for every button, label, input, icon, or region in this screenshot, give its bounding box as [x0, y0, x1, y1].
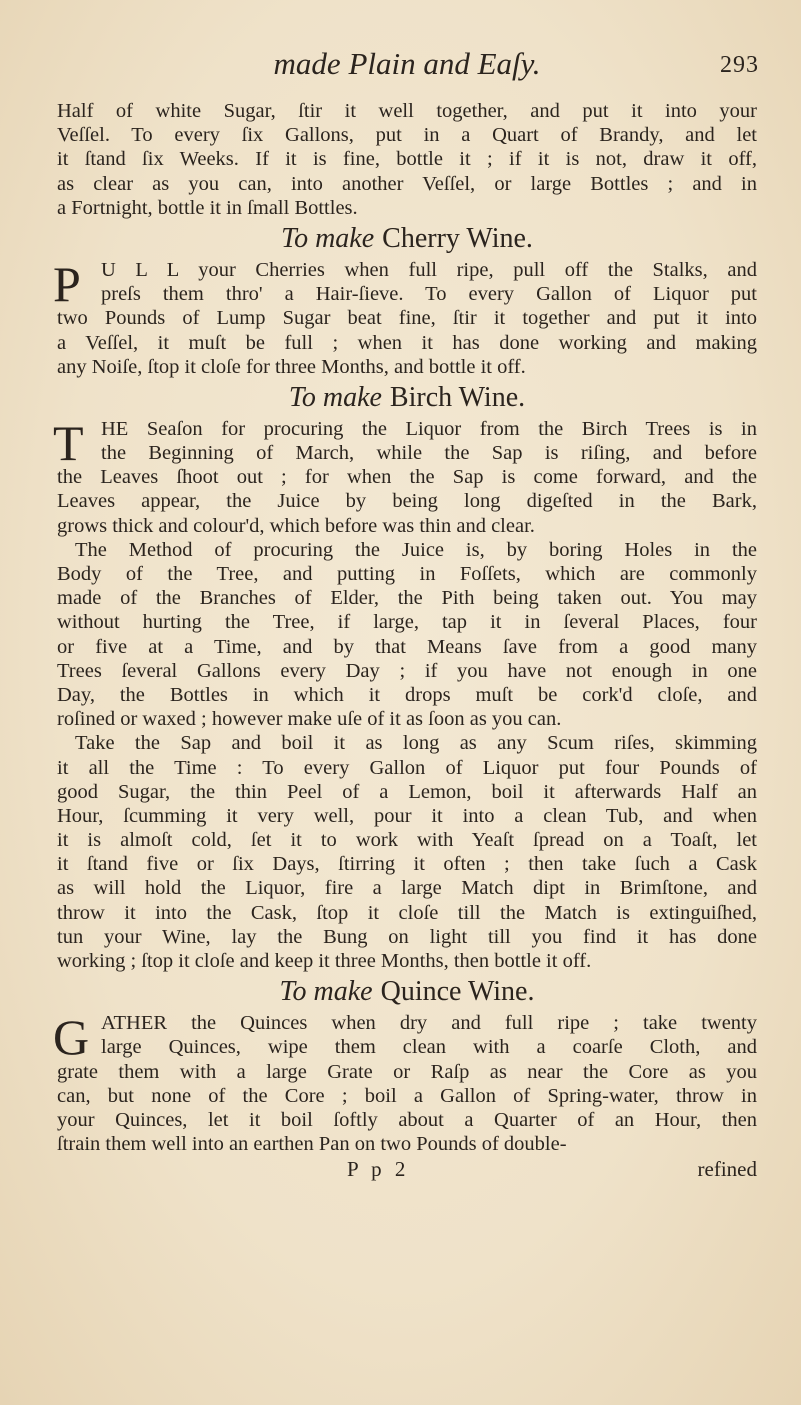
drop-cap: T [53, 414, 84, 471]
text-line: it is almoſt cold, ſet it to work with Yeaſt ſpread on a Toaſt, let [57, 829, 757, 852]
drop-cap: P [53, 255, 81, 312]
text-line: roſined or waxed ; however make uſe of it as ſoon as you can. [57, 708, 562, 731]
text-line: as clear as you can, into another Veſſel, or large Bottles ; and in [57, 172, 757, 195]
text-line: a Fortnight, bottle it in ſmall Bottles. [57, 196, 358, 219]
text-line: Veſſel. To every ſix Gallons, put in a Quart of Brandy, and let [57, 124, 757, 147]
text-line: any Noiſe, ſtop it cloſe for three Months, and bottle it off. [57, 355, 526, 378]
page-footer [57, 1156, 757, 1182]
text-line: Day, the Bottles in which it drops muſt be cork'd cloſe, and [57, 683, 757, 706]
text-line: it ſtand five or ſix Days, ſtirring it often ; then take ſuch a Cask [57, 853, 757, 876]
text-line: without hurting the Tree, if large, tap it in ſeveral Places, four [57, 611, 757, 634]
text-line: it ſtand ſix Weeks. If it is fine, bottle it ; if it is not, draw it off, [57, 148, 757, 171]
text-line: a Veſſel, it muſt be full ; when it has done working and making [57, 331, 757, 354]
text-line: large Quinces, wipe them clean with a coarſe Cloth, and [101, 1036, 757, 1059]
text-line-content: HE Seaſon for procuring the Liquor from the Birch Trees is in [101, 417, 757, 440]
running-header [57, 46, 757, 86]
text-line: grows thick and colour'd, which before was thin and clear. [57, 514, 535, 537]
recipe-heading [57, 220, 757, 258]
page-number: 293 [720, 52, 759, 78]
text-line: the Beginning of March, while the Sap is riſing, and before [101, 442, 757, 465]
heading-italic: To make [281, 222, 375, 254]
text-line: working ; ſtop it cloſe and keep it three Months, then bottle it off. [57, 950, 592, 972]
text-line: the Leaves ſhoot out ; for when the Sap is come forward, and the [57, 466, 757, 489]
text-line: ſtrain them well into an earthen Pan on two Pounds of double- [57, 1133, 567, 1156]
text-line: it all the Time : To every Gallon of Liquor put four Pounds of [57, 756, 757, 779]
text-line: good Sugar, the thin Peel of a Lemon, boil it afterwards Half an [57, 780, 757, 803]
recipe-heading [57, 379, 757, 417]
running-title: made Plain and Eaſy. [273, 46, 541, 81]
page-body [53, 99, 757, 1182]
text-line: Leaves appear, the Juice by being long digeſted in the Bark, [57, 490, 757, 513]
text-line-content: U L L your Cherries when full ripe, pull off the Stalks, and [101, 258, 757, 281]
text-line: tun your Wine, lay the Bung on light till you find it has done [57, 925, 757, 948]
text-line: Body of the Tree, and putting in Foſſets, which are commonly [57, 563, 757, 585]
text-line: Hour, ſcumming it very well, pour it into a clean Tub, and when [57, 804, 757, 827]
drop-cap: G [53, 1009, 90, 1066]
heading-roman: Birch Wine. [389, 381, 526, 413]
text-line: grate them with a large Grate or Raſp as near the Core as you [57, 1060, 757, 1083]
heading-italic: To make [279, 976, 373, 1008]
recipe-heading [57, 973, 757, 1011]
text-line: preſs them thro' a Hair-ſieve. To every Gallon of Liquor put [101, 283, 757, 306]
text-line: Half of white Sugar, ſtir it well together, and put it into your [57, 100, 757, 122]
signature-mark: P p 2 [347, 1157, 410, 1182]
heading-roman: Cherry Wine. [382, 222, 533, 254]
text-line: your Quinces, let it boil ſoftly about a Quarter of an Hour, then [57, 1108, 757, 1131]
catchword: refined [697, 1157, 757, 1182]
text-line: or five at a Time, and by that Means ſave from a good many [57, 635, 757, 658]
text-line: Take the Sap and boil it as long as any Scum riſes, skimming [75, 732, 757, 755]
text-line: Trees ſeveral Gallons every Day ; if you have not enough in one [57, 659, 757, 682]
text-line: made of the Branches of Elder, the Pith being taken out. You may [57, 587, 757, 610]
heading-italic: To make [288, 381, 382, 413]
text-line: can, but none of the Core ; boil a Gallon of Spring-water, throw in [57, 1084, 757, 1107]
text-line-content: ATHER the Quinces when dry and full ripe ; take twenty [101, 1012, 757, 1035]
text-line: two Pounds of Lump Sugar beat fine, ſtir it together and put it into [57, 307, 757, 330]
text-line: as will hold the Liquor, fire a large Match dipt in Brimſtone, and [57, 877, 757, 900]
text-line: The Method of procuring the Juice is, by boring Holes in the [75, 538, 757, 561]
text-line: throw it into the Cask, ſtop it cloſe till the Match is extinguiſhed, [57, 901, 757, 924]
heading-roman: Quince Wine. [380, 976, 535, 1008]
